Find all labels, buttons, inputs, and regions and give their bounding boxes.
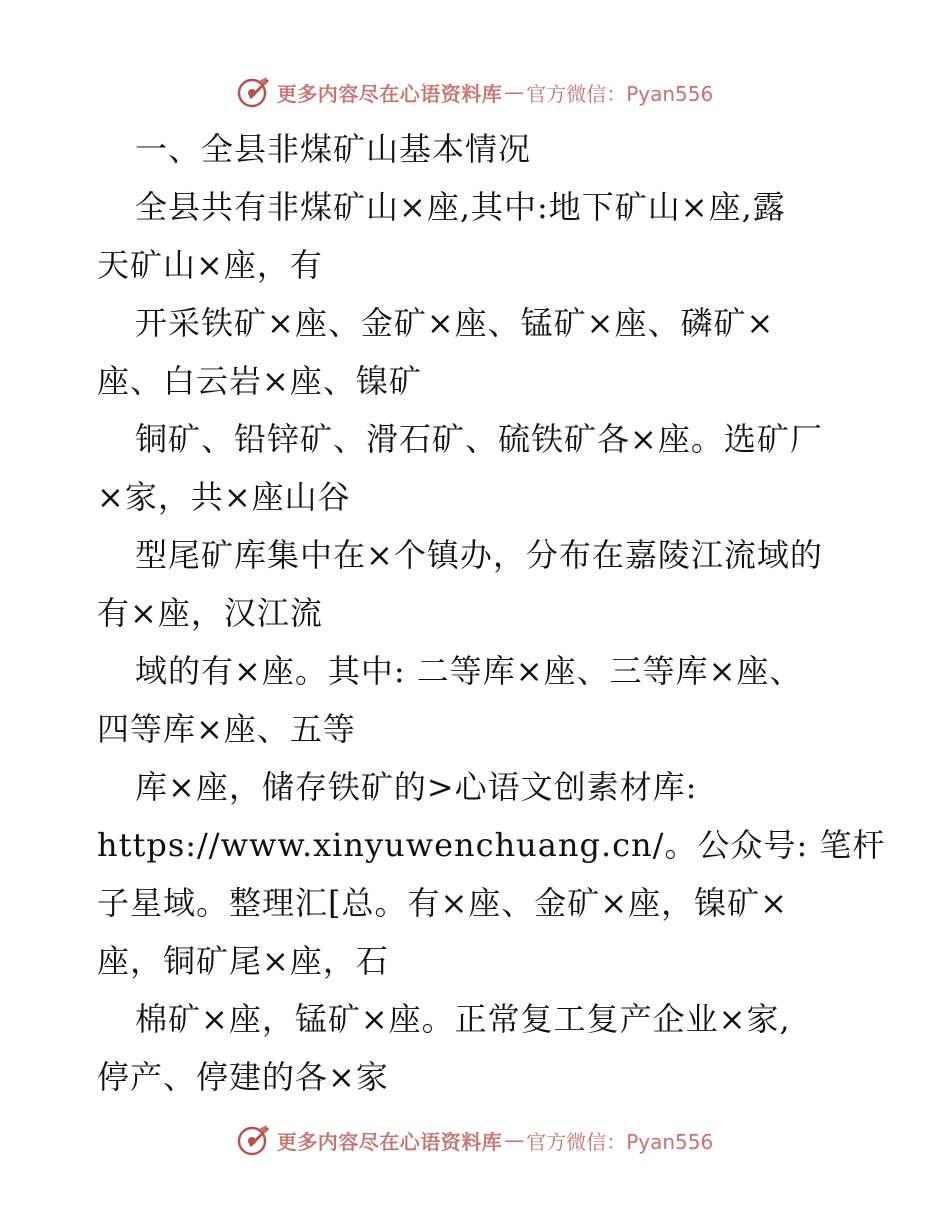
- header-watermark-banner: [0, 70, 950, 114]
- paragraph-line: 型尾矿库集中在×个镇办，分布在嘉陵江流域的: [135, 536, 823, 574]
- paragraph-line: 停产、停建的各×家: [97, 1058, 389, 1096]
- quill-pen-logo-icon: [237, 75, 271, 109]
- banner-dash: —: [504, 1128, 525, 1152]
- paragraph-line: 铜矿、铅锌矿、滑石矿、硫铁矿各×座。选矿厂: [135, 420, 823, 458]
- banner-wechat-id: 官方微信：Pyan556: [526, 1129, 714, 1154]
- paragraph-line: 座，铜矿尾×座，石: [97, 942, 389, 980]
- paragraph-line: 四等库×座、五等: [97, 710, 356, 748]
- footer-watermark-banner: [0, 1118, 950, 1162]
- document-body: [97, 120, 886, 1106]
- banner-slogan: 更多内容尽在心语资料库: [276, 81, 503, 106]
- paragraph-line: 开采铁矿×座、金矿×座、锰矿×座、磷矿×: [135, 304, 775, 342]
- paragraph-line: 域的有×座。其中: 二等库×座、三等库×座、: [135, 652, 803, 690]
- paragraph-line: 天矿山×座，有: [97, 246, 323, 284]
- paragraph-line: 棉矿×座，锰矿×座。正常复工复产企业×家,: [135, 1000, 791, 1038]
- paragraph-line: 有×座，汉江流: [97, 594, 323, 632]
- paragraph-line-url: https://www.xinyuwenchuang.cn/。公众号: 笔杆: [97, 826, 886, 864]
- banner-wechat-id: 官方微信：Pyan556: [526, 81, 714, 106]
- banner-dash: —: [504, 80, 525, 104]
- paragraph-line: ×家，共×座山谷: [97, 478, 351, 516]
- paragraph-line: 座、白云岩×座、镍矿: [97, 362, 422, 400]
- section-heading: 一、全县非煤矿山基本情况: [135, 130, 532, 168]
- paragraph-line: 子星域。整理汇[总。有×座、金矿×座，镍矿×: [97, 884, 788, 922]
- quill-pen-logo-icon: [237, 1123, 271, 1157]
- paragraph-line: 全县共有非煤矿山×座,其中:地下矿山×座,露: [135, 188, 786, 226]
- banner-slogan: 更多内容尽在心语资料库: [276, 1129, 503, 1154]
- paragraph-line: 库×座，储存铁矿的>心语文创素材库:: [135, 768, 698, 806]
